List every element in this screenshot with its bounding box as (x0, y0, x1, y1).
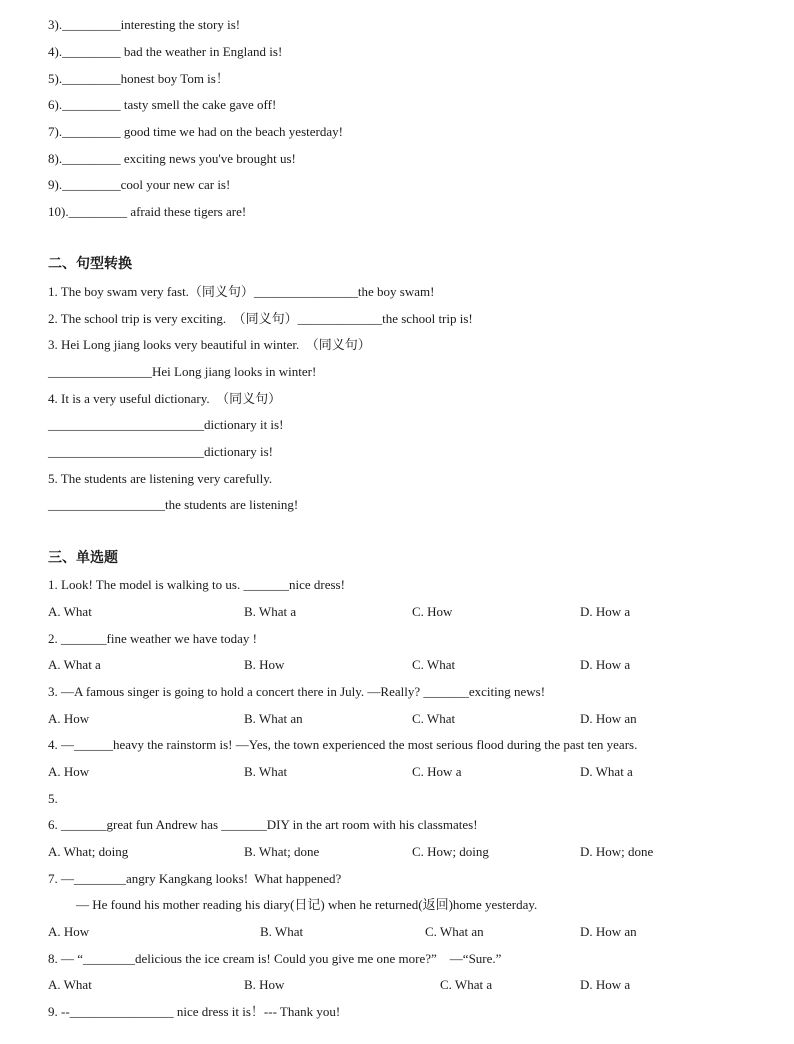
exercise-line: __________________the students are listening! (48, 497, 299, 512)
option-d: D. How a (580, 977, 631, 992)
exercise-line: 4)._________ bad the weather in England is! (48, 44, 283, 59)
exercise-line: ________________________dictionary is! (48, 444, 273, 459)
option-c: C. How a (412, 764, 462, 779)
exercise-line: 3. Hei Long jiang looks very beautiful in winter. （同义句） (48, 337, 371, 352)
section-title: 二、句型转换 (48, 256, 132, 272)
option-c: C. What (412, 711, 456, 726)
question-text: 3. —A famous singer is going to hold a concert there in July. —Really? _______exciting news! (48, 684, 546, 699)
option-a: A. How (48, 924, 90, 939)
exercise-line: 1. The boy swam very fast.（同义句）________________the boy swam! (48, 284, 435, 299)
exercise-line: 6)._________ tasty smell the cake gave off! (48, 97, 277, 112)
option-d: D. What a (580, 764, 633, 779)
exercise-line: 2. The school trip is very exciting. （同义句）_____________the school trip is! (48, 311, 473, 326)
exercise-line: 9)._________cool your new car is! (48, 177, 231, 192)
question-text: 5. (48, 791, 58, 806)
option-d: D. How an (580, 924, 637, 939)
question-text: 4. —______heavy the rainstorm is! —Yes, the town experienced the most serious flood during the past ten years. (48, 737, 638, 752)
question-text: 9. --________________ nice dress it is！--- Thank you! (48, 1004, 341, 1019)
exercise-line: ________________________dictionary it is! (48, 417, 284, 432)
option-d: D. How a (580, 657, 631, 672)
question-text: 2. _______fine weather we have today ! (48, 631, 258, 646)
exercise-line: 4. It is a very useful dictionary. （同义句） (48, 391, 282, 406)
option-a: A. What (48, 977, 92, 992)
option-c: C. How (412, 604, 453, 619)
exercise-line: 8)._________ exciting news you've brought us! (48, 151, 296, 166)
option-b: B. What (260, 924, 304, 939)
option-b: B. How (244, 657, 285, 672)
option-c: C. How; doing (412, 844, 489, 859)
option-d: D. How a (580, 604, 631, 619)
option-b: B. What; done (244, 844, 320, 859)
option-a: A. What; doing (48, 844, 129, 859)
option-c: C. What a (440, 977, 493, 992)
exercise-line: 5)._________honest boy Tom is！ (48, 71, 229, 86)
exercise-line: 5. The students are listening very carefully. (48, 471, 273, 486)
option-a: A. How (48, 711, 90, 726)
option-a: A. What a (48, 657, 101, 672)
option-c: C. What an (425, 924, 484, 939)
exercise-line: 10)._________ afraid these tigers are! (48, 204, 247, 219)
question-reply: — He found his mother reading his diary(日记) when he returned(返回)home yesterday. (76, 897, 538, 912)
option-a: A. What (48, 604, 92, 619)
question-text: 1. Look! The model is walking to us. _______nice dress! (48, 577, 345, 592)
exercise-line: ________________Hei Long jiang looks in winter! (48, 364, 317, 379)
option-c: C. What (412, 657, 456, 672)
question-text: 8. — “________delicious the ice cream is! Could you give me one more?” —“Sure.” (48, 951, 502, 966)
option-d: D. How; done (580, 844, 654, 859)
exercise-line: 7)._________ good time we had on the beach yesterday! (48, 124, 343, 139)
option-b: B. How (244, 977, 285, 992)
section-title: 三、单选题 (48, 550, 118, 566)
option-b: B. What (244, 764, 288, 779)
question-text: 6. _______great fun Andrew has _______DIY in the art room with his classmates! (48, 817, 478, 832)
option-a: A. How (48, 764, 90, 779)
question-text: 7. —________angry Kangkang looks! What happened? (48, 871, 342, 886)
option-b: B. What an (244, 711, 303, 726)
exercise-line: 3)._________interesting the story is! (48, 17, 241, 32)
option-b: B. What a (244, 604, 297, 619)
option-d: D. How an (580, 711, 637, 726)
